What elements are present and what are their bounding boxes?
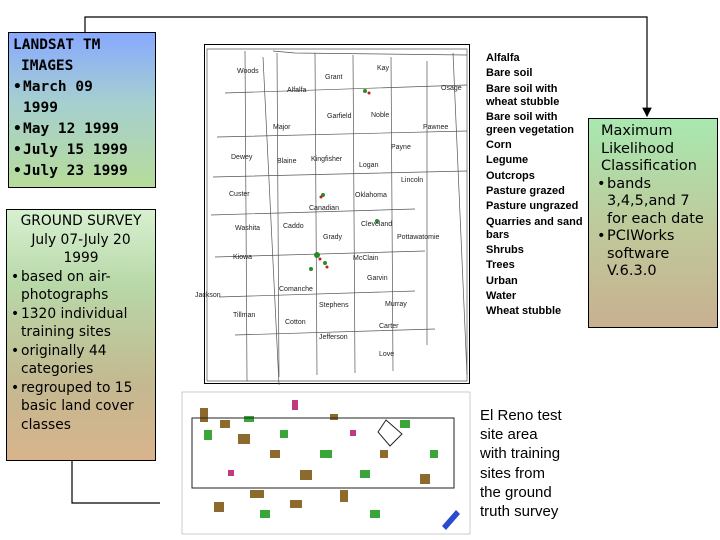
county-label: Love	[379, 351, 395, 358]
county-label: Lincoln	[401, 177, 424, 184]
county-label: Jefferson	[319, 334, 348, 341]
county-map-drawing	[195, 45, 471, 385]
legend-item: Bare soil with green vegetation	[486, 110, 575, 136]
county-label: Grady	[323, 234, 343, 241]
classification-title-line3: Classification	[601, 158, 697, 174]
legend-item: Quarries and sand bars	[486, 215, 583, 241]
landsat-date-item	[13, 77, 151, 119]
landsat-date-item	[13, 119, 151, 140]
landsat-date-text: May 12 1999	[23, 121, 120, 137]
caption-line: the ground	[480, 483, 552, 501]
legend-item: Bare soil with wheat stubble	[486, 82, 560, 108]
ground-survey-title: GROUND SURVEY	[20, 213, 142, 229]
county-label: Dewey	[231, 154, 253, 161]
landsat-date-item	[13, 140, 151, 161]
county-label: Kiowa	[233, 254, 253, 261]
caption-line: truth survey	[480, 503, 559, 521]
bullet-text: based on air-	[21, 268, 111, 285]
ground-survey-bullet	[11, 268, 151, 305]
bullet-text: PCIWorks	[607, 228, 675, 244]
county-label: Cleveland	[361, 221, 393, 228]
legend-item: Water	[486, 289, 517, 302]
county-label: Kay	[377, 65, 390, 72]
legend-item: Corn	[486, 139, 512, 152]
legend-item: Trees	[486, 259, 515, 272]
bullet-text-cont: 3,4,5,and 7	[607, 193, 690, 209]
site-caption	[480, 406, 590, 521]
legend-item: Urban	[486, 274, 518, 287]
county-map	[195, 44, 470, 384]
landsat-date-list	[13, 77, 151, 182]
caption-line: site area	[480, 426, 538, 444]
county-label: Garfield	[327, 113, 352, 120]
legend-item: Legume	[486, 154, 529, 167]
classification-bullets	[597, 176, 709, 281]
bullet-text: regrouped to 15	[21, 379, 133, 396]
county-label: McClain	[353, 255, 379, 262]
county-label: Major	[273, 124, 291, 131]
bullet-text-cont: V.6.3.0	[607, 263, 657, 279]
classification-title-line2: Likelihood	[601, 140, 675, 157]
county-label: Pawnee	[423, 124, 449, 131]
county-label: Blaine	[277, 158, 297, 165]
ground-survey-period-year: 1999	[63, 250, 99, 266]
bullet-text-cont: training sites	[21, 324, 111, 340]
county-label: Oklahoma	[355, 192, 387, 199]
caption-line: with training	[480, 445, 561, 463]
legend-item: Pasture ungrazed	[486, 200, 579, 213]
county-label: Washita	[235, 225, 261, 232]
bullet-text-cont: basic land cover	[21, 398, 134, 414]
classification-title-line1: Maximum	[601, 123, 673, 139]
county-label: Logan	[359, 162, 379, 169]
classification-bullet	[597, 228, 709, 281]
county-label: Canadian	[309, 205, 339, 212]
classification-box	[588, 118, 718, 328]
landsat-date-item	[13, 161, 151, 182]
classification-bullet	[597, 176, 709, 229]
arrow-ground-to-classification	[72, 461, 160, 503]
ground-survey-bullet	[11, 379, 151, 435]
ground-survey-bullet	[11, 305, 151, 342]
county-label: Kingfisher	[311, 156, 343, 163]
county-label: Osage	[441, 85, 462, 92]
county-label: Custer	[229, 191, 250, 198]
landsat-title-line2: IMAGES	[21, 58, 74, 74]
county-label: Carter	[379, 323, 399, 330]
bullet-text: bands	[607, 175, 652, 192]
bullet-text-cont: photographs	[21, 287, 109, 303]
county-label: Garvin	[367, 275, 388, 282]
training-sites-map	[180, 390, 472, 536]
legend-item: Pasture grazed	[486, 185, 565, 198]
bullet-text-cont: classes	[21, 416, 71, 433]
caption-line: sites from	[480, 464, 546, 482]
legend-item: Alfalfa	[486, 52, 520, 64]
landsat-title-line1: LANDSAT TM	[13, 37, 101, 53]
landsat-images-box	[8, 32, 156, 188]
bullet-text: originally 44	[21, 342, 107, 359]
training-sites-drawing	[180, 390, 472, 536]
caption-line: El Reno test	[480, 407, 562, 424]
county-label: Cotton	[285, 319, 306, 326]
landsat-date-text-cont: 1999	[23, 100, 58, 116]
county-label: Caddo	[283, 223, 304, 230]
county-label: Murray	[385, 301, 407, 308]
county-label: Pottawatomie	[397, 234, 440, 241]
landsat-date-text: March 09	[23, 79, 93, 95]
land-cover-legend	[486, 52, 586, 320]
ground-survey-box	[6, 209, 156, 461]
landsat-date-text: July 23 1999	[23, 163, 128, 179]
bullet-text: 1320 individual	[21, 305, 128, 322]
county-label: Tillman	[233, 312, 256, 319]
ground-survey-bullet	[11, 342, 151, 379]
bullet-text-cont: categories	[21, 361, 94, 377]
county-label: Stephens	[319, 302, 349, 309]
legend-item: Shrubs	[486, 243, 524, 256]
legend-item: Outcrops	[486, 169, 535, 182]
legend-item: Wheat stubble	[486, 305, 562, 318]
bullet-text-cont: software	[607, 245, 670, 262]
county-label: Grant	[325, 74, 343, 81]
legend-item: Bare soil	[486, 67, 533, 80]
ground-survey-bullets	[11, 268, 151, 435]
county-label: Payne	[391, 144, 411, 151]
county-label: Alfalfa	[287, 87, 307, 94]
county-label: Jackson	[195, 292, 221, 299]
landsat-date-text: July 15 1999	[23, 142, 128, 158]
county-label: Comanche	[279, 286, 313, 293]
bullet-text-cont: for each date	[607, 210, 704, 227]
county-label: Noble	[371, 112, 390, 119]
county-label: Woods	[237, 68, 259, 75]
ground-survey-period: July 07-July 20	[31, 231, 131, 248]
